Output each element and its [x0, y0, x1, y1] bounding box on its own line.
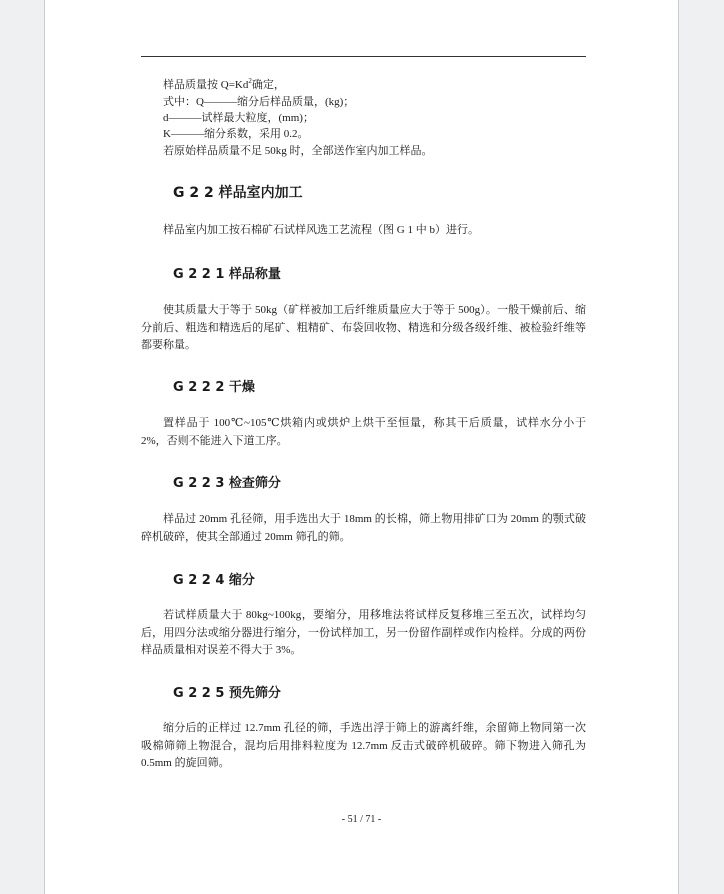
formula-line — [163, 78, 285, 92]
section-text-g22: 样品室内加工按石棉矿石试样风选工艺流程（图 G 1 中 b）进行。 — [163, 224, 479, 236]
formula-def-d: d———试样最大粒度，(mm)； — [163, 112, 314, 124]
section-heading-g224: G 2 2 4 缩分 — [173, 573, 255, 588]
page-number: - 51 / 71 - — [341, 814, 382, 825]
section-text-g223: 样品过 20mm 孔径筛，用手选出大于 18mm 的长棉，筛上物用排矿口为 20mm 的颚式破碎机破碎，使其全部通过 20mm 筛孔的筛。 — [141, 513, 586, 543]
formula-exponent: 2 — [248, 77, 252, 85]
section-text-g225: 缩分后的正样过 12.7mm 孔径的筛，手选出浮于筛上的游离纤维，余留筛上物同第一次吸棉筛筛上物混合，混均后用排料粒度为 12.7mm 反击式破碎机破碎。筛下物进入筛孔为 0.5mm 的旋回筛。 — [141, 722, 586, 769]
section-text-g221: 使其质量大于等于 50kg（矿样被加工后纤维质量应大于等于 500g）。一般干燥前后、缩分前后、粗选和精选后的尾矿、粗精矿、布袋回收物、精选和分级各级纤维、被检验纤维等都要称量。 — [141, 304, 586, 351]
formula-def-k: K———缩分系数，采用 0.2。 — [163, 128, 309, 140]
formula-suffix: 确定， — [251, 79, 285, 91]
section-heading-g223: G 2 2 3 检查筛分 — [173, 476, 281, 491]
formula-note: 若原始样品质量不足 50kg 时，全部送作室内加工样品。 — [163, 145, 433, 157]
section-text-g222: 置样品于 100℃~105℃烘箱内或烘炉上烘干至恒量，称其干后质量，试样水分小于 2%，否则不能进入下道工序。 — [141, 417, 586, 447]
header-rule — [141, 56, 586, 57]
section-heading-g225: G 2 2 5 预先筛分 — [173, 686, 281, 701]
formula-def-q: 式中：Q———缩分后样品质量，(kg)； — [163, 96, 355, 108]
formula-text: 样品质量按 Q=Kd — [163, 79, 249, 91]
section-text-g224: 若试样质量大于 80kg~100kg，要缩分，用移堆法将试样反复移堆三至五次，试样均匀后，用四分法或缩分器进行缩分，一份试样加工，另一份留作副样或作内检样。分成的两份样品质量相对误差不得大于 3%。 — [141, 609, 586, 656]
section-heading-g222: G 2 2 2 干燥 — [173, 380, 255, 395]
section-heading-g221: G 2 2 1 样品称量 — [173, 267, 281, 282]
section-heading-g22: G 2 2 样品室内加工 — [173, 185, 303, 201]
document-page — [44, 0, 679, 894]
